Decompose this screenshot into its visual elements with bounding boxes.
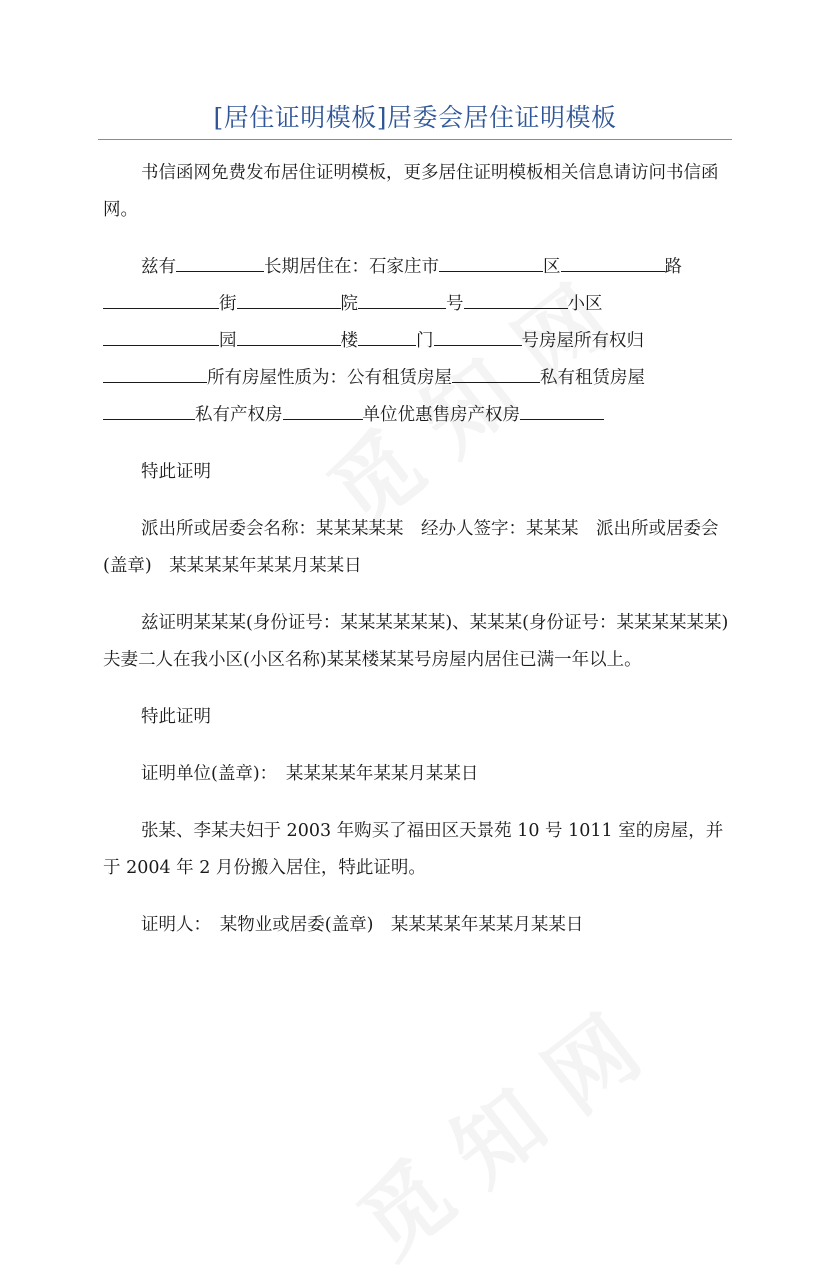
blank-garden bbox=[103, 327, 219, 346]
blank-owner bbox=[103, 364, 207, 383]
intro-paragraph: 书信函网免费发布居住证明模板，更多居住证明模板相关信息请访问书信函网。 bbox=[103, 163, 719, 220]
blank-private-rental bbox=[103, 401, 195, 420]
blank-name bbox=[176, 253, 264, 272]
blank-unit-discount bbox=[520, 401, 604, 420]
example-paragraph: 张某、李某夫妇于 2003 年购买了福田区天景苑 10 号 1011 室的房屋，并于 2004 年 2 月份搬入居住，特此证明。 bbox=[103, 821, 724, 878]
title-divider bbox=[98, 139, 732, 140]
special-certify-2: 特此证明 bbox=[141, 707, 211, 727]
form-text-9: 园 bbox=[219, 331, 237, 351]
blank-community bbox=[464, 290, 568, 309]
page-title: [居住证明模板]居委会居住证明模板 bbox=[213, 103, 617, 132]
document-body bbox=[103, 155, 736, 964]
form-text-16: 单位优惠售房产权房 bbox=[362, 405, 520, 425]
residence-form-paragraph bbox=[103, 249, 733, 434]
form-text-4: 路 bbox=[664, 257, 682, 277]
blank-room bbox=[434, 327, 522, 346]
watermark-bottom bbox=[329, 964, 686, 1281]
couple-paragraph: 兹证明某某某(身份证号：某某某某某某)、某某某(身份证号：某某某某某某)夫妻二人在我小区(小区名称)某某楼某某号房屋内居住已满一年以上。 bbox=[103, 613, 729, 670]
form-text-12: 号房屋所有权归 bbox=[521, 331, 644, 351]
blank-building bbox=[237, 327, 341, 346]
witness-signature-line: 证明人： 某物业或居委(盖章) 某某某某年某某月某某日 bbox=[141, 915, 584, 935]
form-text-7: 号 bbox=[446, 294, 464, 314]
form-text-5: 街 bbox=[219, 294, 237, 314]
blank-road bbox=[561, 253, 665, 272]
form-text-10: 楼 bbox=[340, 331, 358, 351]
form-text-8: 小区 bbox=[567, 294, 603, 314]
blank-street bbox=[103, 290, 219, 309]
form-text-2: 长期居住在：石家庄市 bbox=[264, 257, 439, 277]
blank-private-property bbox=[283, 401, 363, 420]
form-text-13: 所有房屋性质为：公有租赁房屋 bbox=[207, 368, 452, 388]
form-text-11: 门 bbox=[416, 331, 434, 351]
police-signature-paragraph: 派出所或居委会名称：某某某某某 经办人签字：某某某 派出所或居委会 (盖章) 某某某某年某某月某某日 bbox=[103, 519, 736, 576]
special-certify-1: 特此证明 bbox=[141, 462, 211, 482]
form-text-3: 区 bbox=[543, 257, 561, 277]
blank-courtyard bbox=[237, 290, 341, 309]
form-text-6: 院 bbox=[340, 294, 358, 314]
blank-unit bbox=[358, 327, 416, 346]
blank-public-rental bbox=[452, 364, 540, 383]
blank-number bbox=[358, 290, 446, 309]
form-text-1: 兹有 bbox=[141, 257, 176, 277]
form-text-15: 私有产权房 bbox=[195, 405, 283, 425]
blank-district bbox=[439, 253, 543, 272]
unit-signature-line: 证明单位(盖章)： 某某某某年某某月某某日 bbox=[141, 764, 479, 784]
form-text-14: 私有租赁房屋 bbox=[540, 368, 645, 388]
